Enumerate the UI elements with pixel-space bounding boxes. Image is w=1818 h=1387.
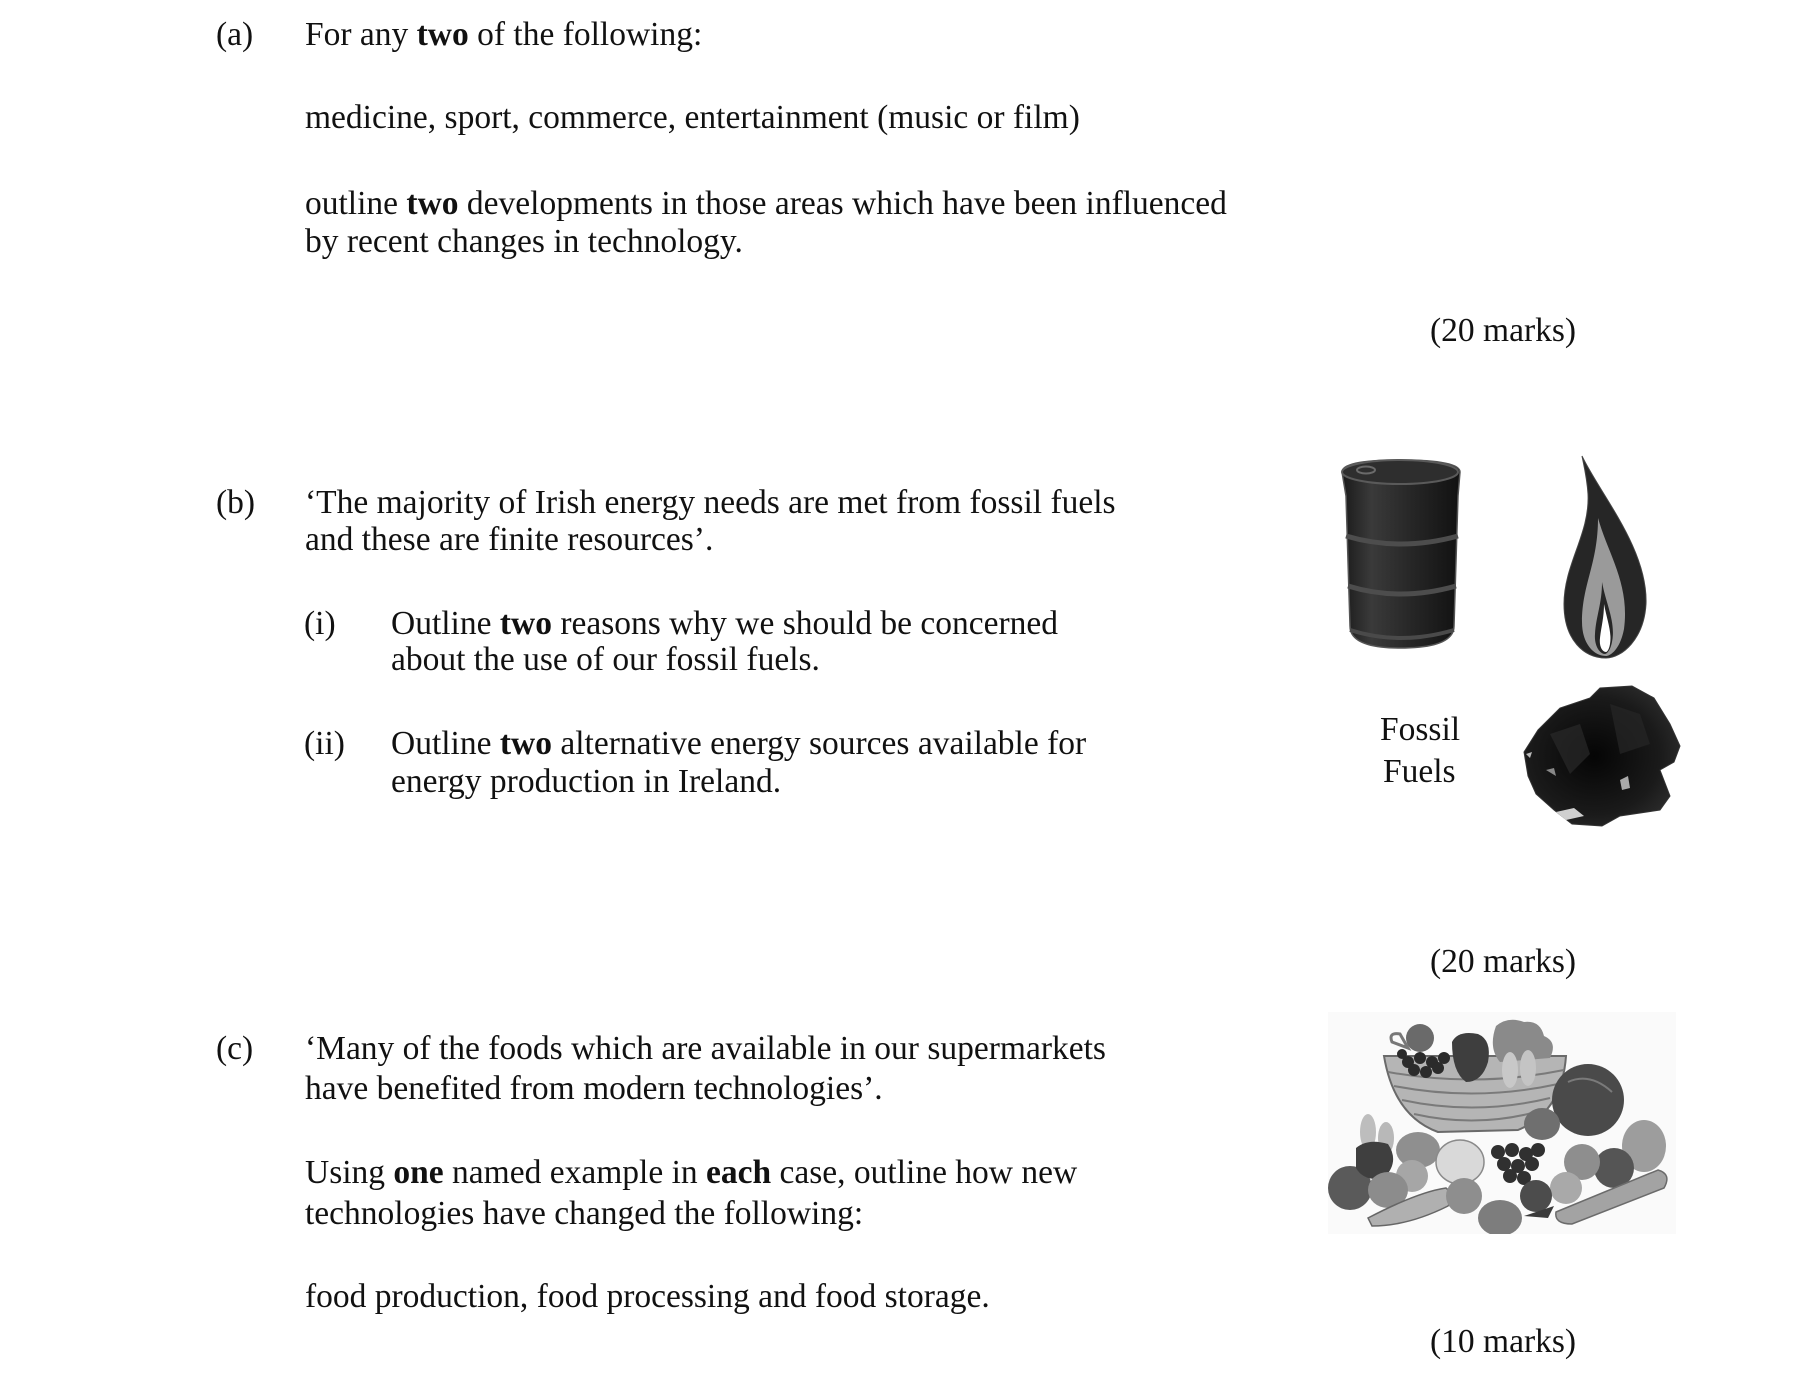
figure-caption: Fuels: [1383, 753, 1456, 790]
quote-line: ‘The majority of Irish energy needs are met from fossil fuels: [305, 484, 1116, 521]
gas-flame-icon: [1560, 454, 1650, 660]
sub-question-text-line: energy production in Ireland.: [391, 763, 782, 800]
question-label: (c): [216, 1030, 254, 1067]
coal-lump-icon: [1520, 684, 1684, 830]
question-text-line: food production, food processing and food storage.: [305, 1278, 990, 1315]
fruit-vegetable-basket-icon: [1328, 1012, 1676, 1234]
sub-question-label: (ii): [304, 725, 345, 762]
quote-line: and these are finite resources’.: [305, 521, 714, 558]
oil-barrel-icon: [1336, 456, 1464, 652]
question-text-line: Using one named example in each case, outline how new: [305, 1154, 1078, 1191]
question-text-line: by recent changes in technology.: [305, 223, 743, 260]
question-text-line: technologies have changed the following:: [305, 1195, 864, 1232]
question-label: (a): [216, 16, 254, 53]
figure-caption: Fossil: [1380, 711, 1461, 748]
sub-question-text-line: about the use of our fossil fuels.: [391, 641, 820, 678]
marks-label: (10 marks): [1430, 1323, 1577, 1360]
emphasis: one: [393, 1154, 444, 1191]
quote-line: ‘Many of the foods which are available in our supermarkets: [305, 1030, 1106, 1067]
question-text-line: outline two developments in those areas which have been influenced: [305, 185, 1227, 222]
marks-label: (20 marks): [1430, 943, 1577, 980]
topic-list: medicine, sport, commerce, entertainment (music or film): [305, 99, 1080, 136]
question-label: (b): [216, 484, 256, 521]
sub-question-text-line: Outline two reasons why we should be concerned: [391, 605, 1059, 642]
quote-line: have benefited from modern technologies’.: [305, 1070, 883, 1107]
emphasis: each: [706, 1154, 772, 1191]
question-text-line: For any two of the following:: [305, 16, 703, 53]
emphasis: two: [406, 185, 459, 222]
emphasis: two: [499, 605, 552, 642]
emphasis: two: [499, 725, 552, 762]
emphasis: two: [416, 16, 469, 53]
sub-question-label: (i): [304, 605, 336, 642]
marks-label: (20 marks): [1430, 312, 1577, 349]
sub-question-text-line: Outline two alternative energy sources available for: [391, 725, 1087, 762]
